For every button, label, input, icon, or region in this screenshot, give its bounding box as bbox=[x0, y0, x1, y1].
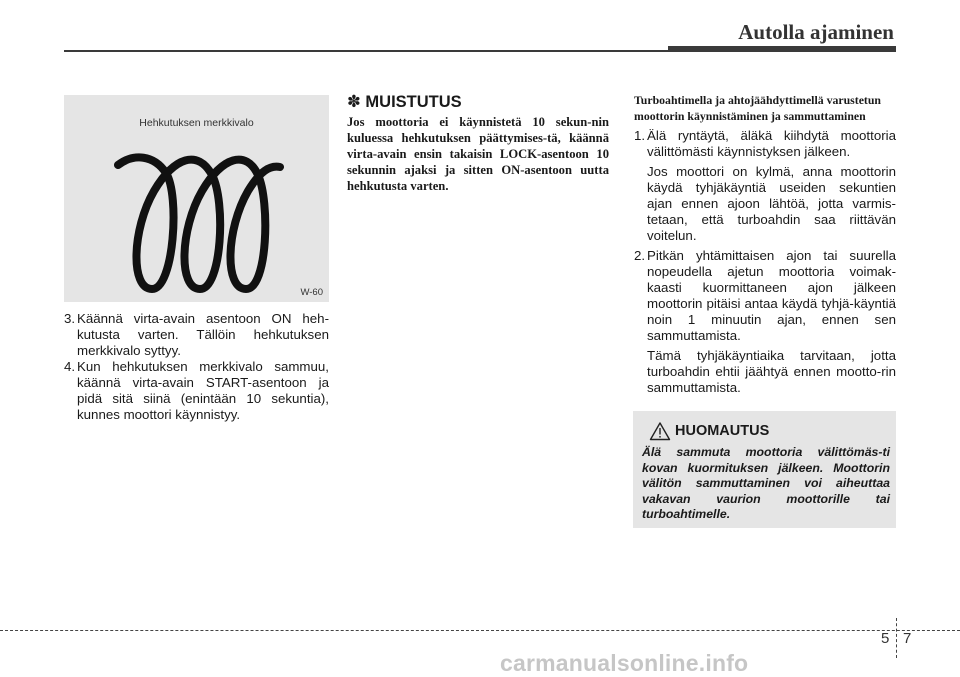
list-item bbox=[634, 248, 896, 344]
list-paragraph: Tämä tyhjäkäyntiaika tarvitaan, jotta turboahdin ehtii jäähtyä ennen mootto-rin sammuttamista. bbox=[647, 348, 896, 395]
figure-code: W-60 bbox=[300, 287, 323, 298]
list-number: 2. bbox=[634, 248, 646, 263]
warning-triangle-icon bbox=[649, 421, 671, 441]
footer-page-divider bbox=[896, 618, 897, 658]
turbo-heading: Turboahtimella ja ahtojäähdyttimellä varustetun moottorin käynnistäminen ja sammuttaminen bbox=[634, 93, 881, 123]
page-number: 7 bbox=[903, 630, 912, 647]
list-item bbox=[64, 359, 329, 423]
list-number: 3. bbox=[64, 311, 76, 326]
warning-box bbox=[633, 411, 896, 528]
note-title-text: MUISTUTUS bbox=[365, 93, 462, 111]
figure-caption: Hehkutuksen merkkivalo bbox=[139, 117, 254, 129]
list-text: Kun hehkutuksen merkkivalo sammuu, käännä virta-avain START-asentoon ja pidä sitä siinä (enintään 10 sekuntia), kunnes moottori käynnistyy. bbox=[77, 359, 329, 422]
watermark: carmanualsonline.info bbox=[500, 650, 749, 676]
list-item bbox=[64, 311, 329, 359]
note-body: Jos moottoria ei käynnistetä 10 sekun-nin kuluessa hehkutuksen päättymises-tä, käännä virta-avain ensin takaisin LOCK-asentoon 10 sekunnin ajaksi ja sitten ON-asentoon uutta hehkutusta varten. bbox=[347, 115, 609, 193]
warning-body: Älä sammuta moottoria välittömäs-ti kovan kuormituksen jälkeen. Moottorin välitön sammuttaminen voi aiheuttaa vakavan vaurion moottorille tai turboahtimelle. bbox=[642, 445, 890, 521]
glow-plug-coil-icon bbox=[114, 139, 284, 299]
glow-indicator-figure bbox=[64, 95, 329, 302]
header-rule bbox=[64, 50, 670, 52]
section-title: Autolla ajaminen bbox=[738, 20, 894, 44]
list-text: Pitkän yhtämittaisen ajon tai suurella nopeudella ajetun moottoria voimak-kaasti kuormittaneen ajon jälkeen moottorin pitäisi antaa käydä tyhjä-käyntiä noin 1 minuutin ajan, ennen sen sammuttamista. bbox=[647, 248, 896, 343]
list-paragraph: Jos moottori on kylmä, anna moottorin käydä tyhjäkäyntiä useiden sekuntien ajan ennen ajoon lähtöä, jotta varmis-tetaan, että turboahdin saa riittävän voitelun. bbox=[647, 164, 896, 243]
list-text: Älä ryntäytä, äläkä kiihdytä moottoria välittömästi käynnistyksen jälkeen. bbox=[647, 128, 896, 159]
list-text: Käännä virta-avain asentoon ON heh-kutusta varten. Tällöin hehkutuksen merkkivalo syttyy. bbox=[77, 311, 329, 358]
list-item bbox=[634, 128, 896, 160]
note-symbol-icon: ✽ bbox=[347, 93, 361, 111]
warning-title: HUOMAUTUS bbox=[675, 423, 770, 439]
list-number: 4. bbox=[64, 359, 76, 374]
footer-divider bbox=[0, 630, 960, 631]
right-column bbox=[634, 93, 896, 396]
chapter-number: 5 bbox=[881, 630, 890, 647]
note-title bbox=[347, 92, 462, 112]
list-number: 1. bbox=[634, 128, 646, 143]
left-column bbox=[64, 311, 329, 423]
header-rule-accent bbox=[668, 46, 896, 52]
